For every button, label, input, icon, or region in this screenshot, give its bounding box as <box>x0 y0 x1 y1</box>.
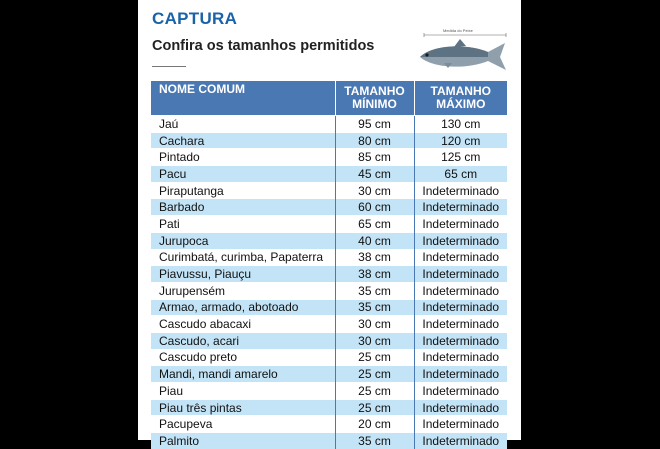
max-size: 65 cm <box>414 166 507 183</box>
max-size: 130 cm <box>414 116 507 133</box>
table-row <box>151 149 507 166</box>
min-size: 80 cm <box>335 132 414 149</box>
column-header-max <box>414 81 507 116</box>
min-size: 95 cm <box>335 116 414 133</box>
fish-name: Cascudo preto <box>151 349 335 366</box>
max-size: Indeterminado <box>414 199 507 216</box>
fish-name: Jurupoca <box>151 232 335 249</box>
fish-name: Curimbatá, curimba, Papaterra <box>151 249 335 266</box>
fish-name: Piavussu, Piauçu <box>151 266 335 283</box>
page-subtitle: Confira os tamanhos permitidos <box>152 38 375 54</box>
table-row <box>151 383 507 400</box>
min-size: 35 cm <box>335 433 414 449</box>
fish-caption: Medida do Peixe <box>443 28 473 33</box>
table-row <box>151 433 507 449</box>
table-row <box>151 116 507 133</box>
table-row <box>151 249 507 266</box>
table-header-row <box>151 81 507 116</box>
column-header-max-line1: TAMANHO <box>430 84 491 98</box>
column-header-name-label: NOME COMUM <box>159 82 245 96</box>
table-row <box>151 266 507 283</box>
fish-name: Jaú <box>151 116 335 133</box>
table-row <box>151 332 507 349</box>
table-row <box>151 416 507 433</box>
page-title: CAPTURA <box>152 9 238 28</box>
table-row <box>151 349 507 366</box>
table-row <box>151 366 507 383</box>
min-size: 38 cm <box>335 249 414 266</box>
table-row <box>151 216 507 233</box>
min-size: 40 cm <box>335 232 414 249</box>
max-size: Indeterminado <box>414 299 507 316</box>
min-size: 35 cm <box>335 299 414 316</box>
max-size: Indeterminado <box>414 232 507 249</box>
fish-name: Pati <box>151 216 335 233</box>
min-size: 30 cm <box>335 332 414 349</box>
divider <box>152 66 186 67</box>
fish-name: Cascudo abacaxi <box>151 316 335 333</box>
max-size: Indeterminado <box>414 282 507 299</box>
fish-size-table <box>151 81 507 449</box>
fish-name: Pintado <box>151 149 335 166</box>
min-size: 38 cm <box>335 266 414 283</box>
max-size: Indeterminado <box>414 349 507 366</box>
min-size: 45 cm <box>335 166 414 183</box>
max-size: Indeterminado <box>414 399 507 416</box>
table-row <box>151 399 507 416</box>
table-row <box>151 282 507 299</box>
max-size: Indeterminado <box>414 416 507 433</box>
column-header-min-line2: MÍNIMO <box>352 97 397 111</box>
fish-name: Piau <box>151 383 335 400</box>
table-row <box>151 199 507 216</box>
fish-name: Cachara <box>151 132 335 149</box>
fish-name: Mandi, mandi amarelo <box>151 366 335 383</box>
max-size: Indeterminado <box>414 182 507 199</box>
max-size: Indeterminado <box>414 366 507 383</box>
column-header-min-line1: TAMANHO <box>344 84 405 98</box>
min-size: 35 cm <box>335 282 414 299</box>
table-row <box>151 182 507 199</box>
min-size: 60 cm <box>335 199 414 216</box>
fish-name: Armao, armado, abotoado <box>151 299 335 316</box>
max-size: Indeterminado <box>414 216 507 233</box>
column-header-name <box>151 81 335 116</box>
min-size: 85 cm <box>335 149 414 166</box>
fish-name: Pacupeva <box>151 416 335 433</box>
fish-name: Palmito <box>151 433 335 449</box>
table-row <box>151 166 507 183</box>
min-size: 25 cm <box>335 366 414 383</box>
fish-name: Jurupensém <box>151 282 335 299</box>
min-size: 30 cm <box>335 182 414 199</box>
table-row <box>151 299 507 316</box>
max-size: Indeterminado <box>414 316 507 333</box>
fish-name: Barbado <box>151 199 335 216</box>
table-row <box>151 232 507 249</box>
fish-icon <box>414 30 510 74</box>
column-header-min <box>335 81 414 116</box>
min-size: 65 cm <box>335 216 414 233</box>
min-size: 25 cm <box>335 399 414 416</box>
table-row <box>151 316 507 333</box>
max-size: 120 cm <box>414 132 507 149</box>
max-size: Indeterminado <box>414 433 507 449</box>
min-size: 25 cm <box>335 349 414 366</box>
column-header-max-line2: MÁXIMO <box>436 97 486 111</box>
fish-name: Piraputanga <box>151 182 335 199</box>
fish-name: Cascudo, acari <box>151 332 335 349</box>
fish-name: Pacu <box>151 166 335 183</box>
min-size: 30 cm <box>335 316 414 333</box>
min-size: 25 cm <box>335 383 414 400</box>
table-row <box>151 132 507 149</box>
min-size: 20 cm <box>335 416 414 433</box>
fish-name: Piau três pintas <box>151 399 335 416</box>
max-size: Indeterminado <box>414 249 507 266</box>
infographic-card <box>138 0 521 448</box>
max-size: 125 cm <box>414 149 507 166</box>
max-size: Indeterminado <box>414 383 507 400</box>
max-size: Indeterminado <box>414 332 507 349</box>
max-size: Indeterminado <box>414 266 507 283</box>
